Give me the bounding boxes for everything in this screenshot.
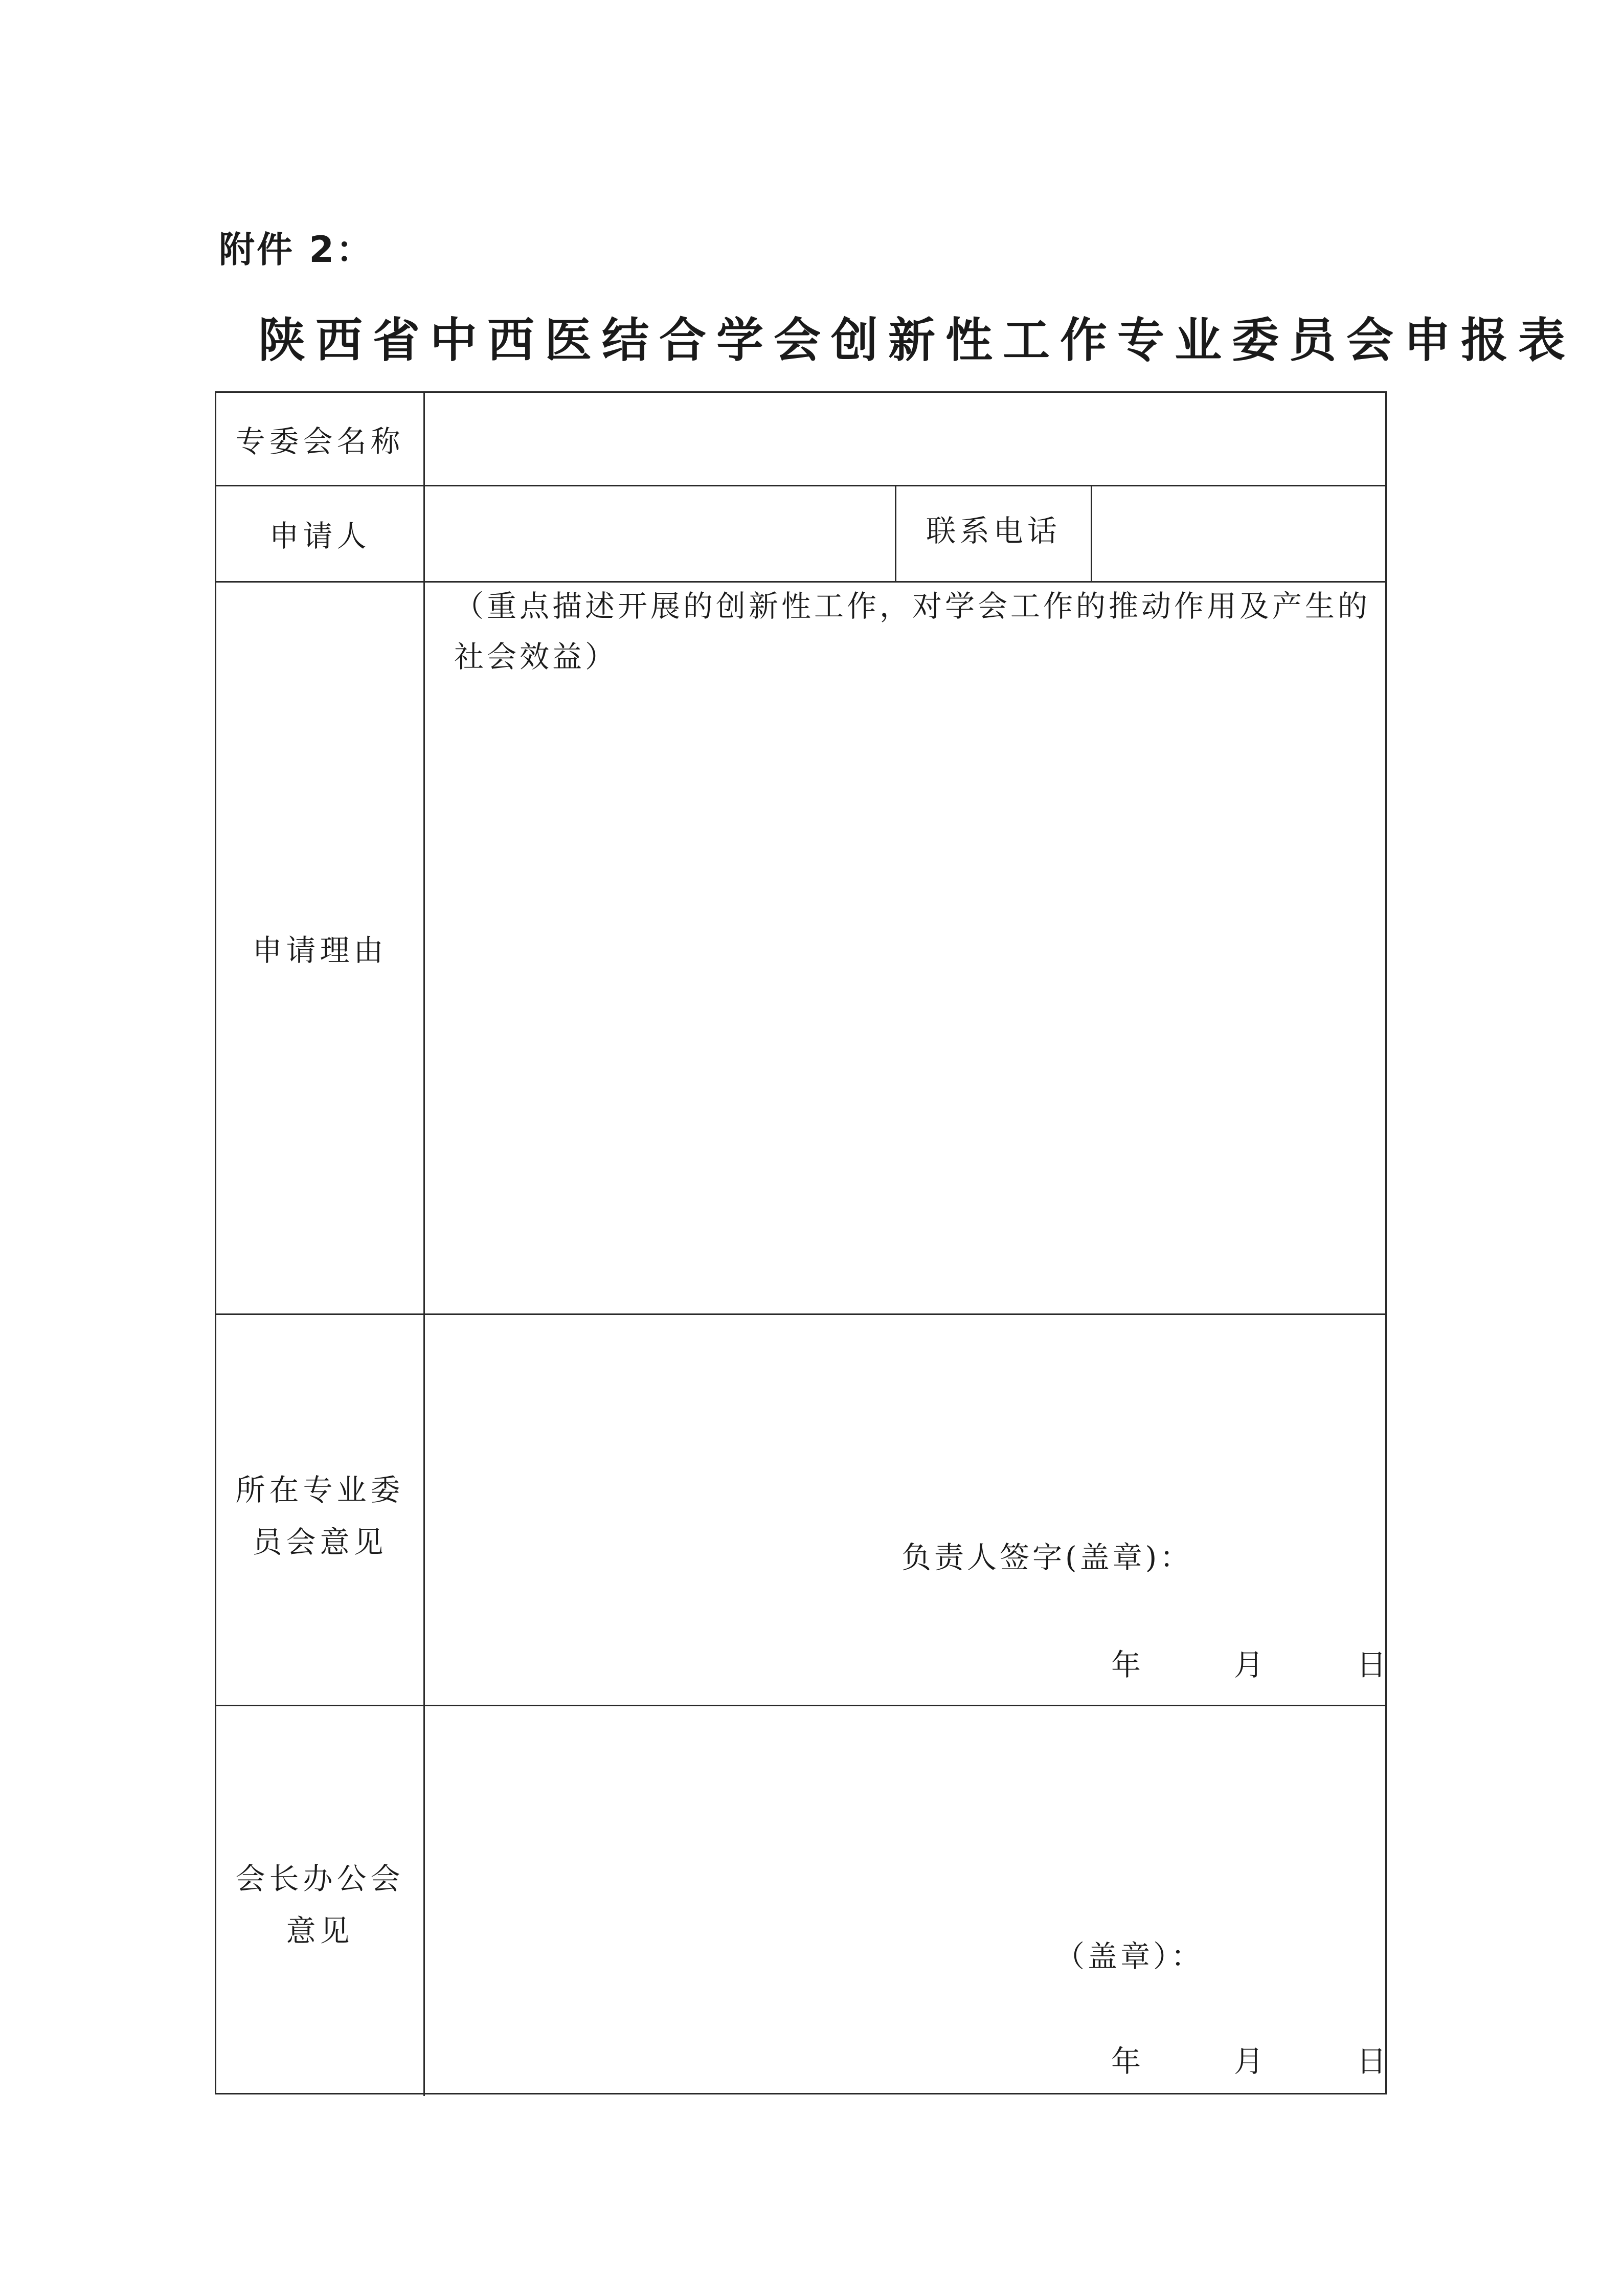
committee-date-year: 年 [1111,1647,1144,1682]
phone-field[interactable] [1092,486,1385,580]
committee-date-month: 月 [1234,1647,1267,1682]
committee-name-field[interactable] [425,394,1384,484]
applicant-field[interactable] [425,486,894,580]
reason-field[interactable] [425,583,1385,1312]
committee-name-label: 专委会名称 [235,424,404,459]
committee-opinion-label [216,1464,423,1568]
committee-opinion-label-line: 所在专业委 [235,1473,404,1507]
phone-label: 联系电话 [926,514,1061,548]
office-date-year: 年 [1111,2044,1144,2079]
reason-label: 申请理由 [252,933,388,968]
office-date-month: 月 [1234,2044,1267,2079]
document-title: 陕西省中西医结合学会创新性工作专业委员会申报表 [258,313,1576,368]
responsible-signature-label: 负责人签字(盖章)： [901,1540,1193,1575]
office-opinion-label-line: 意见 [286,1913,354,1948]
office-opinion-field[interactable] [425,1706,1385,2094]
applicant-label: 申请人 [269,519,371,553]
reason-hint-line: （重点描述开展的创新性工作，对学会工作的推动作用及产生的 [454,589,1371,623]
reason-hint [454,581,1374,682]
office-opinion-label [216,1853,423,1957]
committee-date-day: 日 [1357,1647,1390,1682]
committee-opinion-label-line: 员会意见 [252,1524,388,1559]
office-date-day: 日 [1357,2044,1390,2079]
office-opinion-label-line: 会长办公会 [235,1861,404,1896]
stamp-label: （盖章）： [1055,1939,1204,1974]
attachment-label: 附件 2： [219,229,374,271]
application-form-table [215,391,1390,2094]
reason-hint-line: 社会效益） [454,639,618,674]
